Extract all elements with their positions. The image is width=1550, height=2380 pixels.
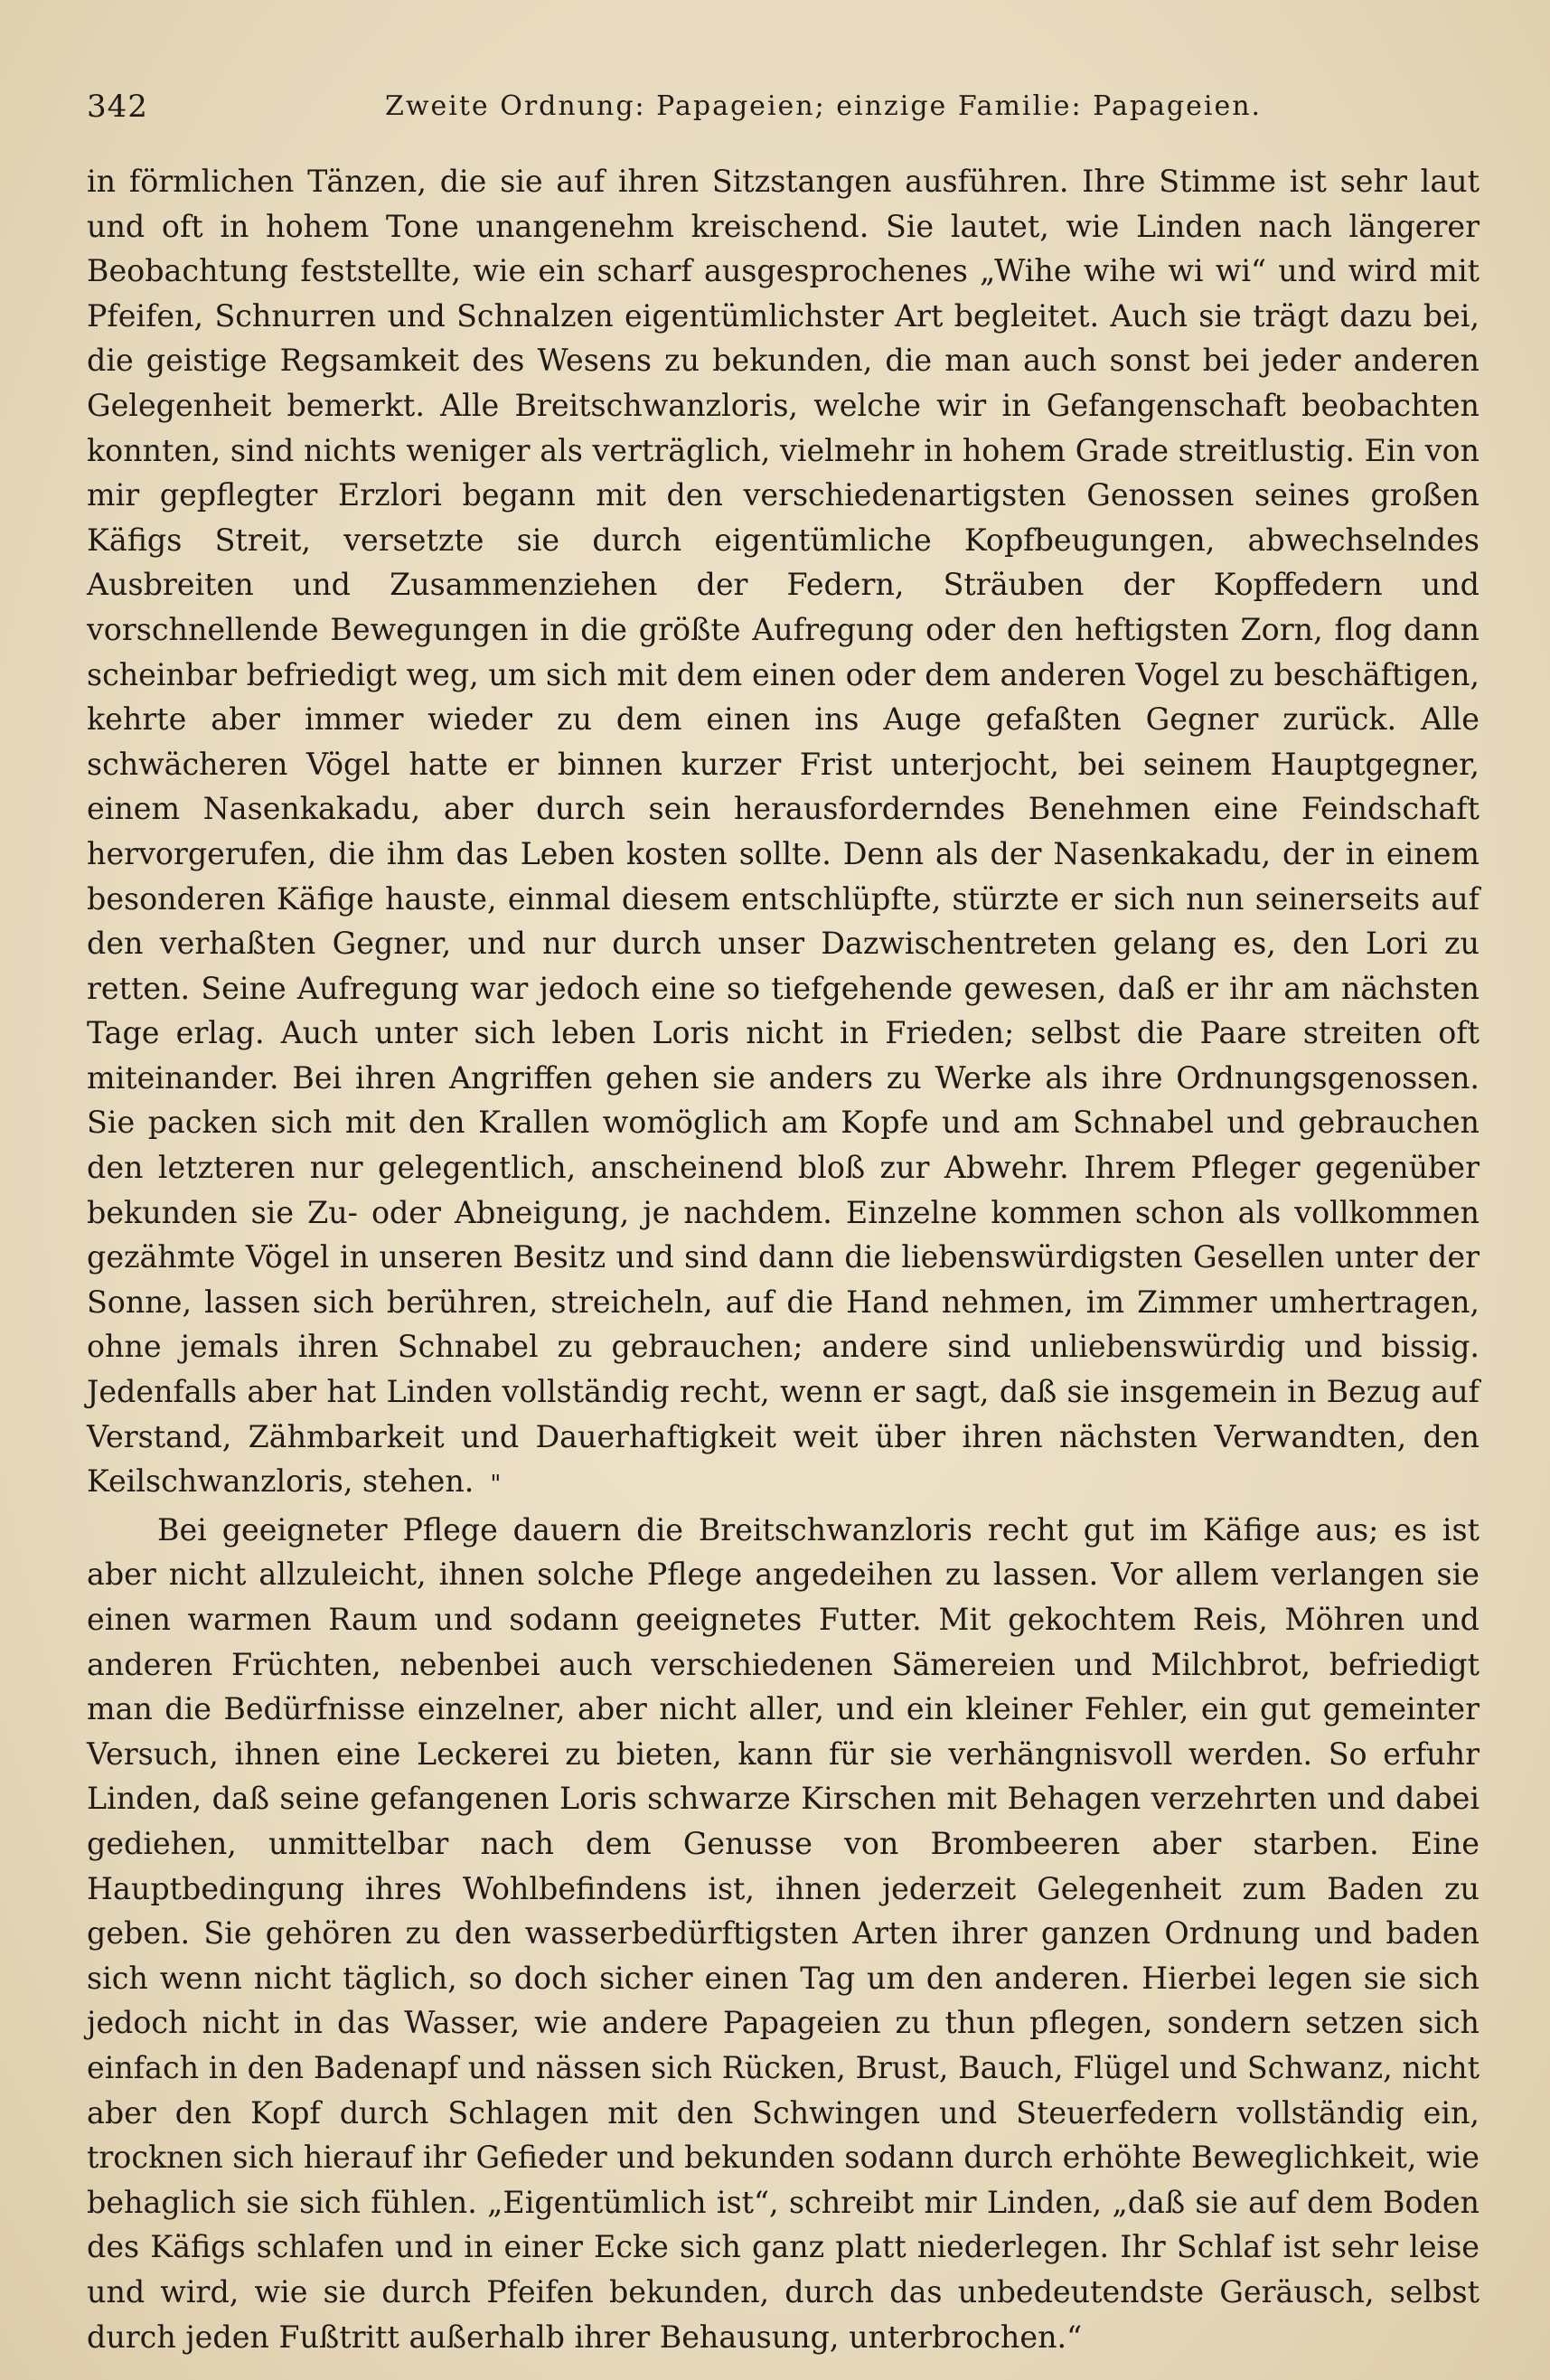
running-head: Zweite Ordnung: Papageien; einzige Familie: Papageien. (385, 90, 1263, 122)
paragraph-1 (87, 159, 1480, 1508)
page-number: 342 (87, 89, 148, 125)
quote-end-mark: " (490, 1471, 502, 1499)
paragraph-1-text: in förmlichen Tänzen, die sie auf ihren Sitzstangen ausführen. Ihre Stimme ist sehr laut und oft in hohem Tone unangenehm kreischend. Sie lautet, wie Linden nach längerer Beobachtung feststellte, wie ein scharf ausgesprochenes „Wihe wihe wi wi“ und wird mit Pfeifen, Schnurren und Schnalzen eigentümlichster Art begleitet. Auch sie trägt dazu bei, die geistige Regsamkeit des Wesens zu bekunden, die man auch sonst bei jeder anderen Gelegenheit bemerkt. Alle Breitschwanzloris, welche wir in Gefangenschaft beobachten konnten, sind nichts weniger als verträglich, vielmehr in hohem Grade streitlustig. Ein von mir gepflegter Erzlori begann mit den verschiedenartigsten Genossen seines großen Käfigs Streit, versetzte sie durch eigentümliche Kopfbeugungen, abwechselndes Ausbreiten und Zusammenziehen der Federn, Sträuben der Kopffedern und vorschnellende Bewegungen in die größte Aufregung oder den heftigsten Zorn, flog dann scheinbar befriedigt weg, um sich mit dem einen oder dem anderen Vogel zu beschäftigen, kehrte aber immer wieder zu dem einen ins Auge gefaßten Gegner zurück. Alle schwächeren Vögel hatte er binnen kurzer Frist unterjocht, bei seinem Hauptgegner, einem Nasenkakadu, aber durch sein herausforderndes Benehmen eine Feindschaft hervorgerufen, die ihm das Leben kosten sollte. Denn als der Nasenkakadu, der in einem besonderen Käfige hauste, einmal diesem entschlüpfte, stürzte er sich nun seinerseits auf den verhaßten Gegner, und nur durch unser Dazwischentreten gelang es, den Lori zu retten. Seine Aufregung war jedoch eine so tiefgehende gewesen, daß er ihr am nächsten Tage erlag. Auch unter sich leben Loris nicht in Frieden; selbst die Paare streiten oft miteinander. Bei ihren Angriffen gehen sie anders zu Werke als ihre Ordnungsgenossen. Sie packen sich mit den Krallen womöglich am Kopfe und am Schnabel und gebrauchen den letzteren nur gelegentlich, anscheinend bloß zur Abwehr. Ihrem Pfleger gegenüber bekunden sie Zu- oder Abneigung, je nachdem. Einzelne kommen schon als vollkommen gezähmte Vögel in unseren Besitz und sind dann die liebenswürdigsten Gesellen unter der Sonne, lassen sich berühren, streicheln, auf die Hand nehmen, im Zimmer umhertragen, ohne jemals ihren Schnabel zu gebrauchen; andere sind unliebenswürdig und bissig. Jedenfalls aber hat Linden vollständig recht, wenn er sagt, daß sie insgemein in Bezug auf Verstand, Zähmbarkeit und Dauerhaftigkeit weit über ihren nächsten Verwandten, den Keilschwanzloris, stehen. (87, 164, 1480, 1500)
page-header (87, 89, 1463, 132)
page-body (87, 159, 1480, 2359)
paragraph-2: Bei geeigneter Pflege dauern die Breitschwanzloris recht gut im Käfige aus; es ist aber nicht allzuleicht, ihnen solche Pflege angedeihen zu lassen. Vor allem verlangen sie einen warmen Raum und sodann geeignetes Futter. Mit gekochtem Reis, Möhren und anderen Früchten, nebenbei auch verschiedenen Sämereien und Milchbrot, befriedigt man die Bedürfnisse einzelner, aber nicht aller, und ein kleiner Fehler, ein gut gemeinter Versuch, ihnen eine Leckerei zu bieten, kann für sie verhängnisvoll werden. So erfuhr Linden, daß seine gefangenen Loris schwarze Kirschen mit Behagen verzehrten und dabei gediehen, unmittelbar nach dem Genusse von Brombeeren aber starben. Eine Hauptbedingung ihres Wohlbefindens ist, ihnen jederzeit Gelegenheit zum Baden zu geben. Sie gehören zu den wasserbedürftigsten Arten ihrer ganzen Ordnung und baden sich wenn nicht täglich, so doch sicher einen Tag um den anderen. Hierbei legen sie sich jedoch nicht in das Wasser, wie andere Papageien zu thun pflegen, sondern setzen sich einfach in den Badenapf und nässen sich Rücken, Brust, Bauch, Flügel und Schwanz, nicht aber den Kopf durch Schlagen mit den Schwingen und Steuerfedern vollständig ein, trocknen sich hierauf ihr Gefieder und bekunden sodann durch erhöhte Beweglichkeit, wie behaglich sie sich fühlen. „Eigentümlich ist“, schreibt mir Linden, „daß sie auf dem Boden des Käfigs schlafen und in einer Ecke sich ganz platt niederlegen. Ihr Schlaf ist sehr leise und wird, wie sie durch Pfeifen bekunden, durch das unbedeutendste Geräusch, selbst durch jeden Fußtritt außerhalb ihrer Behausung, unterbrochen.“ (87, 1511, 1480, 2355)
